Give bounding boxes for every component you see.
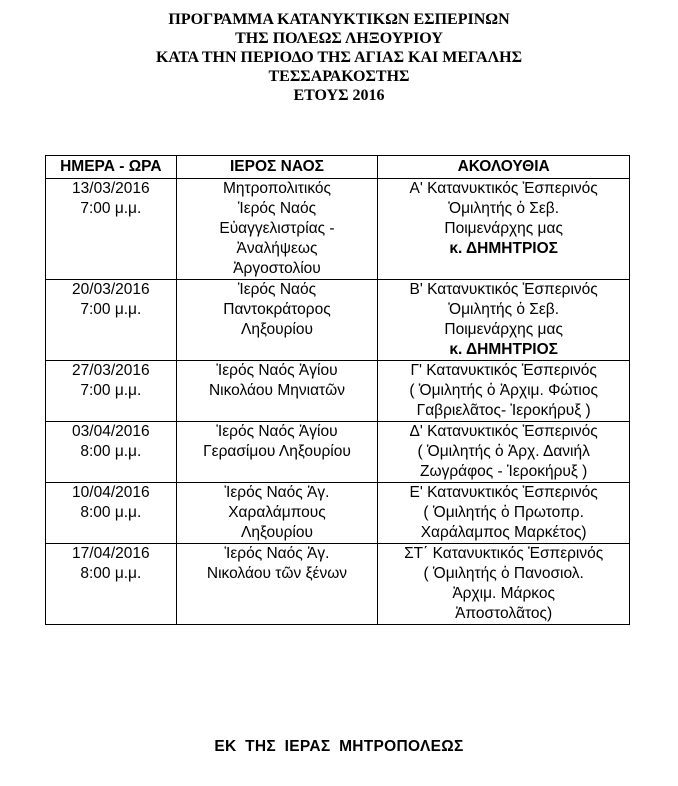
date-text: 13/03/2016 [72, 180, 150, 197]
service-line: Χαράλαμπος Μαρκέτος) [420, 524, 587, 541]
table-row [46, 361, 630, 422]
church-line: Ἱερός Ναός Ἁγίου [216, 362, 338, 379]
service-cell [378, 483, 630, 544]
church-line: Νικολάου τῶν ξένων [206, 565, 348, 582]
service-line: ( Ὁμιλητής ὁ Πανοσιολ. [423, 565, 584, 582]
title-line: ΠΡΟΓΡΑΜΜΑ ΚΑΤΑΝΥΚΤΙΚΩΝ ΕΣΠΕΡΙΝΩΝ [168, 11, 510, 28]
date-time-cell [46, 422, 177, 483]
table-row [46, 179, 630, 280]
church-line: Εὐαγγελιστρίας - [219, 220, 335, 237]
church-line: Ἱερός Ναός Ἁγ. [224, 484, 330, 501]
church-line: Ἀργοστολίου [233, 260, 321, 277]
church-line: Γερασίμου Ληξουρίου [203, 443, 351, 460]
service-line: Γαβριελᾶτος- Ἱεροκήρυξ ) [416, 402, 591, 419]
service-line: ΣΤ΄ Κατανυκτικός Ἑσπερινός [404, 545, 604, 562]
church-line: Ἱερός Ναός [237, 200, 317, 217]
church-line: Ἱερός Ναός [237, 281, 317, 298]
date-text: 03/04/2016 [72, 423, 150, 440]
church-cell [176, 179, 378, 280]
service-cell [378, 361, 630, 422]
service-line: Γ' Κατανυκτικός Ἑσπερινός [410, 362, 597, 379]
church-cell [176, 280, 378, 361]
church-line: Ἱερός Ναός Ἁγίου [216, 423, 338, 440]
church-cell [176, 422, 378, 483]
table-row [46, 483, 630, 544]
date-text: 10/04/2016 [72, 484, 150, 501]
date-text: 27/03/2016 [72, 362, 150, 379]
schedule-table [45, 155, 630, 625]
church-line: Ληξουρίου [241, 321, 313, 338]
date-time-cell [46, 544, 177, 625]
church-cell [176, 483, 378, 544]
church-line: Χαραλάμπους [228, 504, 326, 521]
service-cell [378, 422, 630, 483]
date-time-cell [46, 483, 177, 544]
date-time-cell [46, 280, 177, 361]
service-line: Ε' Κατανυκτικός Ἑσπερινός [409, 484, 598, 501]
title-line: ΤΗΣ ΠΟΛΕΩΣ ΛΗΞΟΥΡΙΟΥ [235, 30, 443, 47]
date-time-cell [46, 179, 177, 280]
date-time-cell [46, 361, 177, 422]
church-line: Ληξουρίου [241, 524, 313, 541]
header-church: ΙΕΡΟΣ ΝΑΟΣ [176, 156, 378, 179]
church-line: Νικολάου Μηνιατῶν [208, 382, 346, 399]
bishop-name: κ. ΔΗΜΗΤΡΙΟΣ [449, 341, 558, 358]
service-line: Ποιμενάρχης μας [444, 220, 563, 237]
time-text: 7:00 μ.μ. [80, 200, 142, 217]
title-line: ΤΕΣΣΑΡΑΚΟΣΤΗΣ [268, 68, 410, 85]
time-text: 7:00 μ.μ. [80, 382, 142, 399]
table-row [46, 422, 630, 483]
schedule-body [46, 179, 630, 625]
time-text: 7:00 μ.μ. [80, 301, 142, 318]
date-text: 17/04/2016 [72, 545, 150, 562]
time-text: 8:00 μ.μ. [80, 443, 142, 460]
church-line: Παντοκράτορος [223, 301, 331, 318]
title-line: ΕΤΟΥΣ 2016 [293, 87, 385, 104]
service-line: ( Ὁμιλητής ὁ Πρωτοπρ. [423, 504, 584, 521]
service-line: Ζωγράφος - Ἱεροκήρυξ ) [420, 463, 588, 480]
service-line: Α' Κατανυκτικός Ἑσπερινός [409, 180, 598, 197]
church-line: Ἀναλήψεως [236, 240, 318, 257]
service-line: Δ' Κατανυκτικός Ἑσπερινός [409, 423, 598, 440]
service-line: ( Ὁμιλητής ὁ Ἀρχιμ. Φώτιος [409, 382, 598, 399]
bishop-name: κ. ΔΗΜΗΤΡΙΟΣ [449, 240, 558, 257]
service-line: Ἀρχιμ. Μάρκος [452, 585, 555, 602]
document-title [0, 10, 678, 105]
service-cell [378, 544, 630, 625]
service-cell [378, 280, 630, 361]
service-line: ( Ὁμιλητής ὁ Ἀρχ. Δανιήλ [417, 443, 590, 460]
table-row [46, 544, 630, 625]
table-row [46, 280, 630, 361]
service-line: Ποιμενάρχης μας [444, 321, 563, 338]
time-text: 8:00 μ.μ. [80, 565, 142, 582]
title-line: ΚΑΤΑ ΤΗΝ ΠΕΡΙΟΔΟ ΤΗΣ ΑΓΙΑΣ ΚΑΙ ΜΕΓΑΛΗΣ [155, 49, 523, 66]
church-line: Ἱερός Ναός Ἁγ. [224, 545, 330, 562]
service-line: Β' Κατανυκτικός Ἑσπερινός [409, 281, 598, 298]
church-line: Μητροπολιτικός [222, 180, 332, 197]
service-line: Ὁμιλητής ὁ Σεβ. [448, 301, 560, 318]
time-text: 8:00 μ.μ. [80, 504, 142, 521]
date-text: 20/03/2016 [72, 281, 150, 298]
header-service: ΑΚΟΛΟΥΘΙΑ [378, 156, 630, 179]
footer-signature: ΕΚ ΤΗΣ ΙΕΡΑΣ ΜΗΤΡΟΠΟΛΕΩΣ [214, 738, 464, 755]
church-cell [176, 361, 378, 422]
church-cell [176, 544, 378, 625]
table-header-row [46, 156, 630, 179]
service-cell [378, 179, 630, 280]
header-date-time: ΗΜΕΡΑ - ΩΡΑ [46, 156, 177, 179]
service-line: Ὁμιλητής ὁ Σεβ. [448, 200, 560, 217]
service-line: Ἀποστολᾶτος) [455, 605, 553, 622]
